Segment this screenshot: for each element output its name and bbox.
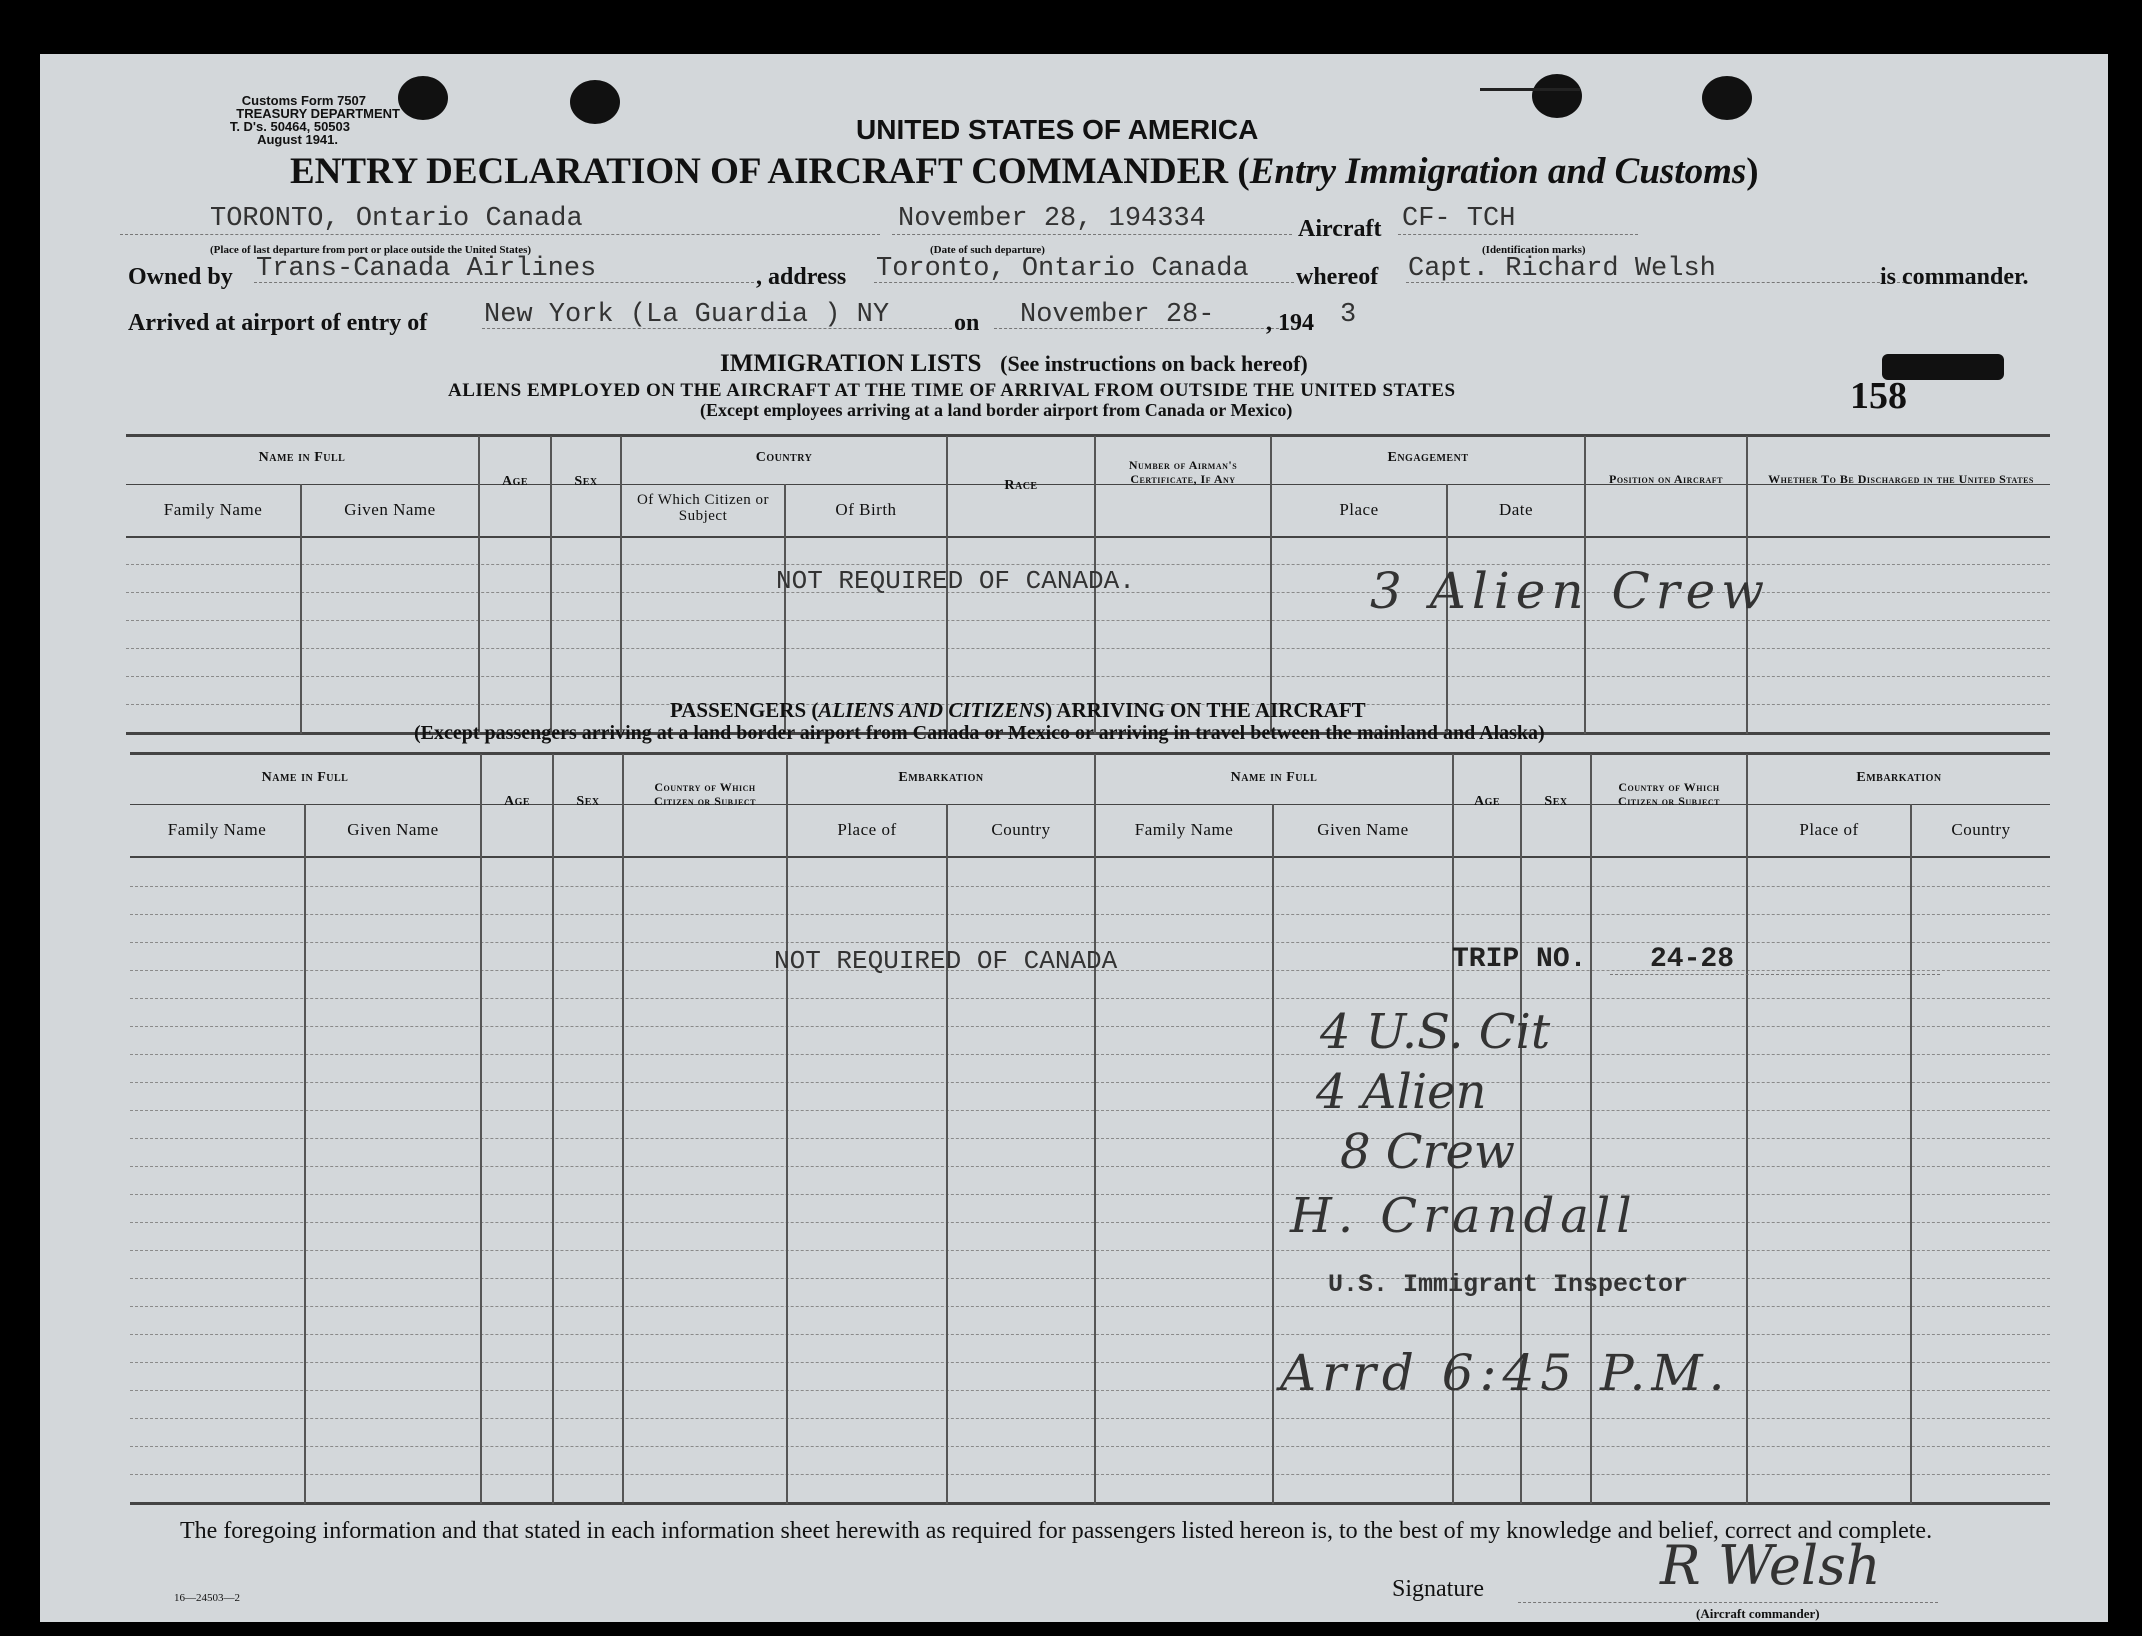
table2-row-line: [130, 1194, 2050, 1195]
t1-citizen-header: Of Which Citizen or Subject: [636, 492, 770, 524]
table2-row-line: [130, 1250, 2050, 1251]
table1-col-divider: [784, 484, 786, 734]
t2-given-name-header: Given Name: [347, 820, 439, 839]
t2-embarkation-header-right: Embarkation: [1856, 770, 1942, 785]
table2-col-divider: [1910, 804, 1912, 1504]
t1-position-header: Position on Aircraft: [1608, 472, 1723, 486]
t1-sex-header: Sex: [574, 474, 598, 489]
tally-crew: 8 Crew: [1340, 1124, 1515, 1180]
table1-col-divider: [1270, 436, 1272, 734]
table1-col-divider: [300, 484, 302, 734]
departure-place-value: TORONTO, Ontario Canada: [210, 204, 583, 234]
commander-signature: R Welsh: [1660, 1534, 1881, 1597]
form-title-main: ENTRY DECLARATION OF AIRCRAFT COMMANDER (: [290, 151, 1250, 192]
passengers-title-prefix: PASSENGERS (: [670, 698, 819, 722]
signature-caption: (Aircraft commander): [1696, 1606, 1820, 1621]
arrival-on-label: on: [954, 310, 980, 336]
t1-birth-header: Of Birth: [835, 500, 897, 519]
t1-name-in-full-header: Name in Full: [258, 450, 346, 465]
table1-row-line: [126, 620, 2050, 621]
form-title: [290, 150, 1759, 193]
whereof-label: whereof: [1296, 264, 1379, 290]
table2-row-line: [130, 998, 2050, 999]
arrival-airport-value: New York (La Guardia ) NY: [484, 300, 890, 330]
table2-col-divider: [786, 754, 788, 1504]
table2-row-line: [130, 1362, 2050, 1363]
t2-family-name-header: Family Name: [167, 820, 267, 839]
arrival-date-value: November 28-: [1020, 300, 1215, 330]
declaration-text: The foregoing information and that stated in each information sheet herewith as required for passengers listed hereon is, to the best of my knowledge and belief, correct and complete.: [180, 1518, 1933, 1544]
punch-hole: [570, 80, 620, 124]
table2-col-divider: [480, 754, 482, 1504]
table1-col-divider: [620, 436, 622, 734]
table1-head-bottom-rule: [126, 536, 2050, 538]
table2-row-line: [130, 942, 2050, 943]
t1-race-header: Race: [1004, 478, 1038, 493]
table2-row-line: [130, 1166, 2050, 1167]
table1-row-line: [126, 676, 2050, 677]
t2-age-header-right: Age: [1473, 794, 1501, 809]
table2-row-line: [130, 1054, 2050, 1055]
punch-hole: [1532, 74, 1582, 118]
passengers-title-suffix: ) ARRIVING ON THE AIRCRAFT: [1045, 698, 1366, 722]
t1-engagement-header: Engagement: [1387, 450, 1469, 465]
t2-sex-header-right: Sex: [1544, 794, 1568, 809]
table2-row-line: [130, 1474, 2050, 1475]
immigration-subtitle-note: (Except employees arriving at a land border airport from Canada or Mexico): [700, 400, 1293, 420]
passengers-stamp: NOT REQUIRED OF CANADA: [774, 946, 1118, 976]
table2-row-line: [130, 1110, 2050, 1111]
t1-age-header: Age: [501, 474, 529, 489]
passengers-title-italic: ALIENS AND CITIZENS: [818, 698, 1046, 722]
t1-discharged-header: Whether To Be Discharged in the United States: [1768, 472, 2034, 486]
table2-row-line: [130, 1278, 2050, 1279]
table2-row-line: [130, 1306, 2050, 1307]
immigration-title: [720, 350, 1308, 378]
t2-name-in-full-header-right: Name in Full: [1230, 770, 1318, 785]
form-title-close: ): [1746, 151, 1759, 192]
signature-label: Signature: [1392, 1576, 1484, 1602]
td-refs: T. D's. 50464, 50503: [229, 119, 350, 134]
inspector-title: U.S. Immigrant Inspector: [1328, 1270, 1689, 1299]
form-number: Customs Form 7507: [241, 93, 366, 108]
trip-number-value: 24-28: [1650, 944, 1735, 975]
t2-country-header-right: Country: [1951, 820, 2011, 839]
form-title-italic: Entry Immigration and Customs: [1249, 151, 1747, 192]
table2-col-divider: [1272, 804, 1274, 1504]
t2-embarkation-header: Embarkation: [898, 770, 984, 785]
table2-col-divider: [1094, 754, 1096, 1504]
table2-row-line: [130, 886, 2050, 887]
arrival-label: Arrived at airport of entry of: [128, 310, 428, 336]
print-code: 16—24503—2: [174, 1592, 240, 1604]
t2-given-name-header-right: Given Name: [1317, 820, 1409, 839]
aircraft-label: Aircraft: [1298, 216, 1382, 242]
t1-date-header: Date: [1498, 500, 1534, 519]
address-value: Toronto, Ontario Canada: [876, 254, 1249, 284]
tally-us-citizens: 4 U.S. Cit: [1320, 1004, 1551, 1060]
owned-by-value: Trans-Canada Airlines: [256, 254, 597, 284]
arrival-year-value: 3: [1340, 300, 1357, 330]
departure-place-caption: (Place of last departure from port or place outside the United States): [210, 244, 532, 256]
departure-date-value: November 28, 194334: [898, 204, 1206, 234]
table2-subhead-rule: [130, 804, 2050, 805]
aircraft-value: CF- TCH: [1402, 204, 1516, 234]
arrival-year-prefix: , 194: [1266, 310, 1314, 336]
passengers-title: [670, 698, 1366, 723]
t2-place-of-header: Place of: [837, 820, 897, 839]
table2-top-rule: [130, 752, 2050, 755]
t2-sex-header: Sex: [576, 794, 600, 809]
t2-family-name-header-right: Family Name: [1134, 820, 1234, 839]
table2-col-divider: [1746, 754, 1748, 1504]
aircraft-caption: (Identification marks): [1482, 244, 1586, 256]
t1-certificate-header: Number of Airman's Certificate, If Any: [1128, 458, 1238, 486]
table2-row-line: [130, 914, 2050, 915]
t2-country-of-header-right: Country of Which Citizen or Subject: [1618, 780, 1720, 808]
table2-row-line: [130, 1446, 2050, 1447]
immigration-handwritten-note: 3 Alien Crew: [1370, 562, 1771, 620]
table2-row-line: [130, 1222, 2050, 1223]
immigration-subtitle: ALIENS EMPLOYED ON THE AIRCRAFT AT THE TIME OF ARRIVAL FROM OUTSIDE THE UNITED STATES: [448, 380, 1456, 401]
inspector-signature: H. Crandall: [1290, 1188, 1638, 1244]
commander-value: Capt. Richard Welsh: [1408, 254, 1716, 284]
immigration-title-note: (See instructions on back hereof): [1000, 351, 1308, 376]
table2-row-line: [130, 1082, 2050, 1083]
table1-top-rule: [126, 434, 2050, 437]
table2-row-line: [130, 1390, 2050, 1391]
passengers-subtitle: (Except passengers arriving at a land border airport from Canada or Mexico or arriving in travel between the mainland and Alaska): [414, 722, 1545, 744]
department: TREASURY DEPARTMENT: [236, 106, 400, 121]
tally-aliens: 4 Alien: [1316, 1064, 1487, 1120]
immigration-stamp: NOT REQUIRED OF CANADA.: [776, 566, 1135, 596]
t2-country-of-header: Country of Which Citizen or Subject: [654, 780, 756, 808]
table2-col-divider: [304, 804, 306, 1504]
page-number: 158: [1850, 375, 1907, 417]
table1-row-line: [126, 648, 2050, 649]
table2-row-line: [130, 1418, 2050, 1419]
departure-date-caption: (Date of such departure): [930, 244, 1045, 256]
revision-date: August 1941.: [257, 132, 338, 147]
trip-number-label: TRIP NO.: [1452, 944, 1587, 975]
scratch-mark: [1480, 88, 1580, 91]
t2-age-header: Age: [503, 794, 531, 809]
t1-family-name-header: Family Name: [163, 500, 263, 519]
table2-row-line: [130, 1334, 2050, 1335]
punch-hole: [1702, 76, 1752, 120]
commander-suffix: is commander.: [1880, 264, 2029, 290]
t2-place-of-header-right: Place of: [1799, 820, 1859, 839]
table2-col-divider: [622, 754, 624, 1504]
punch-hole: [398, 76, 448, 120]
t1-country-header: Country: [755, 450, 813, 465]
table2-row-line: [130, 1138, 2050, 1139]
table2-col-divider: [552, 754, 554, 1504]
address-label: , address: [756, 264, 847, 290]
arrival-time-note: Arrd 6:45 P.M.: [1280, 1344, 1731, 1402]
table2-row-line: [130, 1026, 2050, 1027]
owned-by-label: Owned by: [128, 264, 233, 290]
immigration-title-main: IMMIGRATION LISTS: [720, 350, 982, 377]
table2-col-divider: [946, 804, 948, 1504]
t1-place-header: Place: [1339, 500, 1379, 519]
table2-bottom-rule: [130, 1502, 2050, 1505]
country-heading: UNITED STATES OF AMERICA: [856, 114, 1259, 145]
form-sheet: [40, 54, 2108, 1622]
t2-name-in-full-header: Name in Full: [261, 770, 349, 785]
form-id-block: [100, 94, 400, 146]
t1-given-name-header: Given Name: [344, 500, 436, 519]
table2-head-bottom-rule: [130, 856, 2050, 858]
t2-country-header: Country: [991, 820, 1051, 839]
